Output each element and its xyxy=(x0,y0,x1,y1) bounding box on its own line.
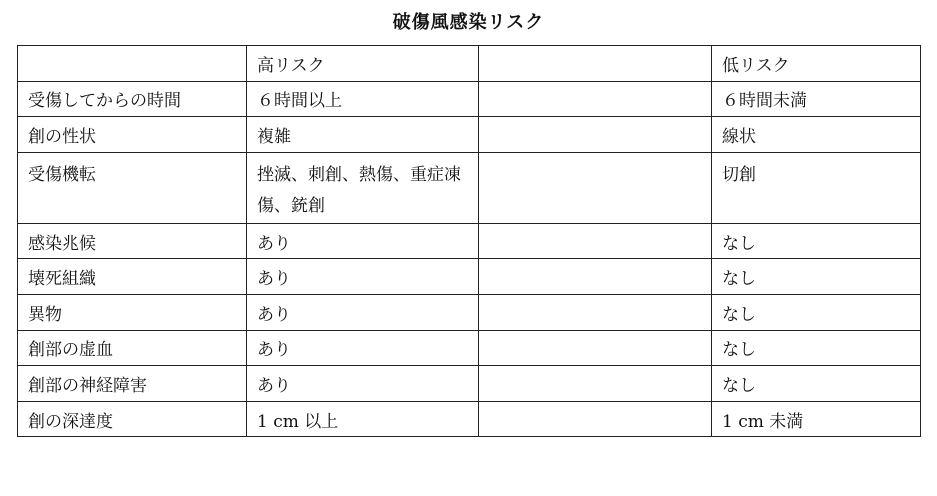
row-label: 創の性状 xyxy=(18,117,247,153)
middle-cell xyxy=(479,330,712,366)
middle-cell xyxy=(479,259,712,295)
page-title: 破傷風感染リスク xyxy=(392,12,545,33)
high-risk-cell: ６時間以上 xyxy=(247,81,479,117)
low-risk-cell: ６時間未満 xyxy=(712,81,921,117)
table-row xyxy=(18,259,921,295)
high-risk-cell: 1 cm 以上 xyxy=(247,401,479,437)
table-row xyxy=(18,330,921,366)
middle-cell xyxy=(479,81,712,117)
low-risk-cell: なし xyxy=(712,366,921,402)
low-risk-cell: 切創 xyxy=(712,152,921,223)
high-risk-cell: あり xyxy=(247,294,479,330)
row-label: 創の深達度 xyxy=(18,401,247,437)
table-row xyxy=(18,223,921,259)
table-row xyxy=(18,117,921,153)
table-row xyxy=(18,401,921,437)
high-risk-cell: あり xyxy=(247,223,479,259)
row-label: 創部の神経障害 xyxy=(18,366,247,402)
header-cell-middle xyxy=(479,46,712,82)
row-label: 受傷機転 xyxy=(18,152,247,223)
high-risk-cell: あり xyxy=(247,330,479,366)
middle-cell xyxy=(479,294,712,330)
row-label: 感染兆候 xyxy=(18,223,247,259)
high-risk-cell: 複雑 xyxy=(247,117,479,153)
middle-cell xyxy=(479,366,712,402)
header-cell-blank xyxy=(18,46,247,82)
table-row xyxy=(18,81,921,117)
middle-cell xyxy=(479,223,712,259)
risk-table xyxy=(17,45,921,437)
low-risk-cell: なし xyxy=(712,259,921,295)
middle-cell xyxy=(479,401,712,437)
high-risk-cell: 挫滅、刺創、熱傷、重症凍傷、銃創 xyxy=(247,152,479,223)
low-risk-cell: なし xyxy=(712,330,921,366)
high-risk-cell: あり xyxy=(247,259,479,295)
row-label: 異物 xyxy=(18,294,247,330)
row-label: 創部の虚血 xyxy=(18,330,247,366)
low-risk-cell: なし xyxy=(712,223,921,259)
row-label: 受傷してからの時間 xyxy=(18,81,247,117)
table-row xyxy=(18,152,921,223)
low-risk-cell: 1 cm 未満 xyxy=(712,401,921,437)
middle-cell xyxy=(479,117,712,153)
table-row xyxy=(18,294,921,330)
low-risk-cell: なし xyxy=(712,294,921,330)
middle-cell xyxy=(479,152,712,223)
high-risk-cell: あり xyxy=(247,366,479,402)
low-risk-cell: 線状 xyxy=(712,117,921,153)
header-cell-low-risk: 低リスク xyxy=(712,46,921,82)
header-cell-high-risk: 高リスク xyxy=(247,46,479,82)
row-label: 壊死組織 xyxy=(18,259,247,295)
table-header-row xyxy=(18,46,921,82)
table-row xyxy=(18,366,921,402)
